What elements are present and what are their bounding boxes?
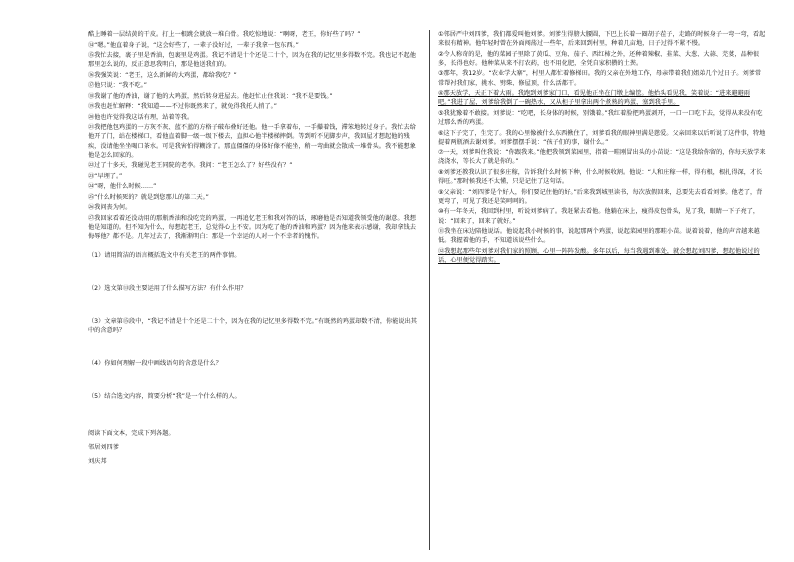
passage-author: 刘庆邦 bbox=[88, 458, 107, 466]
text-paragraph: ③那年，我12岁。“农业学大寨”，村里人都忙着修梯田。我的父亲在外地工作，母亲带着我们姐弟几个过日子。刘爹常常帮衬我们家，挑水、劈柴、修屋顶，什么活都干。 bbox=[438, 70, 762, 87]
column-divider bbox=[429, 30, 430, 550]
text-paragraph: ⑥这下子完了，生完了。我的心里像被什么东西揪住了，刘爹看我的眼神里满是慈爱。父亲回来以后听说了这件事，特地提着两瓶酒去谢刘爹。刘爹摆摆手说：“孩子们的事，谢什么。” bbox=[438, 129, 766, 146]
text-paragraph: ⑤我犹豫着不敢接。刘爹说：“吃吧，长身体的时候，别饿着。”我红着脸把鸡蛋剥开，一口一口吃下去，觉得从来没有吃过那么香的鸡蛋。 bbox=[438, 109, 763, 127]
text-paragraph: ⑳他也许觉得我这话有理，站着等我。 bbox=[88, 113, 194, 121]
instruction-text: 阅读下面文本，完成下列各题。 bbox=[88, 430, 175, 438]
text-paragraph: ⑩有一年冬天，我回到村里，听说刘爹病了。我赶紧去看他。他躺在床上，瘦得皮包骨头，见了我，眼睛一下子亮了，说：“回来了，回来了就好。” bbox=[438, 208, 760, 225]
text-paragraph: ②令人称奇的是，他的菜园子里除了黄瓜、豆角、茄子、西红柿之外，还种着辣椒、韭菜、大葱、大蒜、芫荽，品种很多，长得也好。他种菜从来不打农药，也不用化肥，全凭自家积攒的土粪。 bbox=[438, 50, 760, 67]
text-paragraph: ①邻居严中刘四爹，我们都爱叫他刘爹。刘爹生得膀大腰圆，下巴上长着一圈胡子茬子，走路的时候身子一弯一弯，看起来很有精神。他年轻时曾在外面闯荡过一些年，后来回到村里，种着几亩地，日子过得不紧不慢。 bbox=[438, 31, 766, 48]
text-paragraph: ㉕“什么时候死的？就是到您那儿的第二天。” bbox=[88, 193, 209, 201]
question-block bbox=[88, 251, 418, 401]
next-passage-intro bbox=[88, 429, 418, 466]
text-paragraph: ⑨父亲说：“刘四爹是个好人，你们要记住他的好。”后来我到城里读书，每次放假回来，总要先去看看刘爹。他老了，背更弯了，可见了我还是笑呵呵的。 bbox=[438, 188, 763, 205]
text-paragraph: ㉔“呀，他什么时候……” bbox=[88, 183, 157, 191]
underlined-paragraph: ④那天放学，天正下着大雨。我跑到刘爹家门口，看见他正坐在门墩上编筐。他抬头看见我，笑着说：“进来避避雨吧。”我进了屋，刘爹给我倒了一碗热水，又从柜子里拿出两个煮熟的鸡蛋，塞到我手里。 bbox=[438, 90, 750, 107]
right-column bbox=[438, 30, 766, 266]
text-paragraph: ⑲我也赶忙解释：“我知道——不过你既然来了，就免得我托人捎了。” bbox=[88, 103, 277, 111]
text-paragraph: ㉗我回家看着还没动用的那瓶香油和没吃完的鸡蛋，一再追忆老王和我对答的话，琢磨他是否知道我领受他的谢意。我想他是知道的。但不知为什么，每想起老王，总觉得心上不安。因为吃了他的香油和鸡蛋？因为他来表示感谢，我却拿钱去侮辱他？都不是。几年过去了，我渐渐明白：那是一个幸运的人对一个不幸者的愧怍。 bbox=[88, 214, 416, 241]
text-paragraph: ⑪我坐在床边陪他说话。他说起我小时候的事，说起那两个鸡蛋，说起菜园里的那畦小苗。说着说着，他的声音越来越低。我握着他的手，不知道该说些什么。 bbox=[438, 228, 760, 245]
left-column bbox=[88, 30, 418, 466]
text-paragraph: ㉖我问丧为何。 bbox=[88, 204, 132, 212]
text-paragraph: 酷上睡着一层结黄的干皮。打上一根跳会就放一堆白骨。我吃惊地说：“啊呀，老王，你好些了吗？” bbox=[88, 31, 361, 38]
text-paragraph: ⑦一天，刘爹叫住我说：“你跟我来。”他把我领到菜园里，指着一畦刚冒出头的小苗说：“这是我给你留的，你每天放学来浇浇水，等长大了就是你的。” bbox=[438, 149, 766, 166]
text-paragraph: ⑯我强笑说：“老王，这么新鲜的大鸡蛋，都给我吃？” bbox=[88, 71, 237, 79]
question-3: （3）文章第⑮段中，“我记不清是十个还是二十个，因为在我的记忆里多得数不完。”有既然的鸡蛋却数不清，你能说出其中的含意吗？ bbox=[88, 318, 417, 335]
text-paragraph: ⑮我忙去接，裹子里是香油，包裹里是鸡蛋。我记不清是十个还是二十个，因为在我的记忆里多得数不完。我也记不起他那里怎么说的，反正意思我明白，那是他送我们的。 bbox=[88, 52, 416, 69]
question-2: （2）选文第⑬段主要运用了什么描写方法？有什么作用？ bbox=[88, 285, 247, 293]
question-4: （4）你如何理解一段中画线语句的含意是什么？ bbox=[88, 360, 222, 368]
question-1: （1）请用简洁的语言概括选文中有关老王的两件事情。 bbox=[88, 252, 241, 260]
text-paragraph: ⑭“嗯。”他直着身子说，“这会好些了，一辈子没好过，一辈子我拿一包东西。” bbox=[88, 41, 299, 49]
text-paragraph: ㉑我把他包鸡蛋的一方灰不灰、蓝不蓝的方格子破布叠好还他。他一手拿着布，一手攥着钱，滞笨地转过身子。我忙去给他开了门，站在楼梯口，看他直着脚一级一级下楼去，直担心他半楼梯摔倒。等到听不见脚步声，我回屋才想起他的残疾，没请他坐坐喝口茶水。可是我害怕得糊涂了。那直僵僵的身体好像不能坐，稍一弯曲就会散成一堆骨头。我不能想象他是怎么回家的。 bbox=[88, 124, 416, 159]
passage-title: 邻居刘四爹 bbox=[88, 444, 119, 452]
text-paragraph: ㉒过了十多天，我碰见老王同院的老李。我问：“老王怎么了？好些没有？” bbox=[88, 162, 293, 170]
text-paragraph: ㉓“早埋了。” bbox=[88, 172, 123, 180]
text-paragraph: ⑱我谢了他的香油，谢了他的大鸡蛋，然后转身进屋去。他赶忙止住我说：“我不是要钱。” bbox=[88, 92, 333, 100]
question-5: （5）结合选文内容，简要分析“我”是一个什么样的人。 bbox=[88, 393, 241, 401]
underlined-paragraph: ⑫我想起那些年刘爹对我们家的照顾，心里一阵阵发酸。多年以后，每当我遇到难处，就会想起刘四爹，想起他说过的话，心里便觉得踏实。 bbox=[438, 247, 760, 264]
left-text bbox=[88, 30, 418, 241]
text-paragraph: ⑧刘爹还教我认识了很多庄稼，告诉我什么时候下种，什么时候收割。他说：“人和庄稼一样，得有根，根扎得深，才长得旺。”那时候我还不太懂，只是记住了这句话。 bbox=[438, 168, 763, 186]
text-paragraph: ⑰他只说：“我不吃。” bbox=[88, 82, 147, 90]
